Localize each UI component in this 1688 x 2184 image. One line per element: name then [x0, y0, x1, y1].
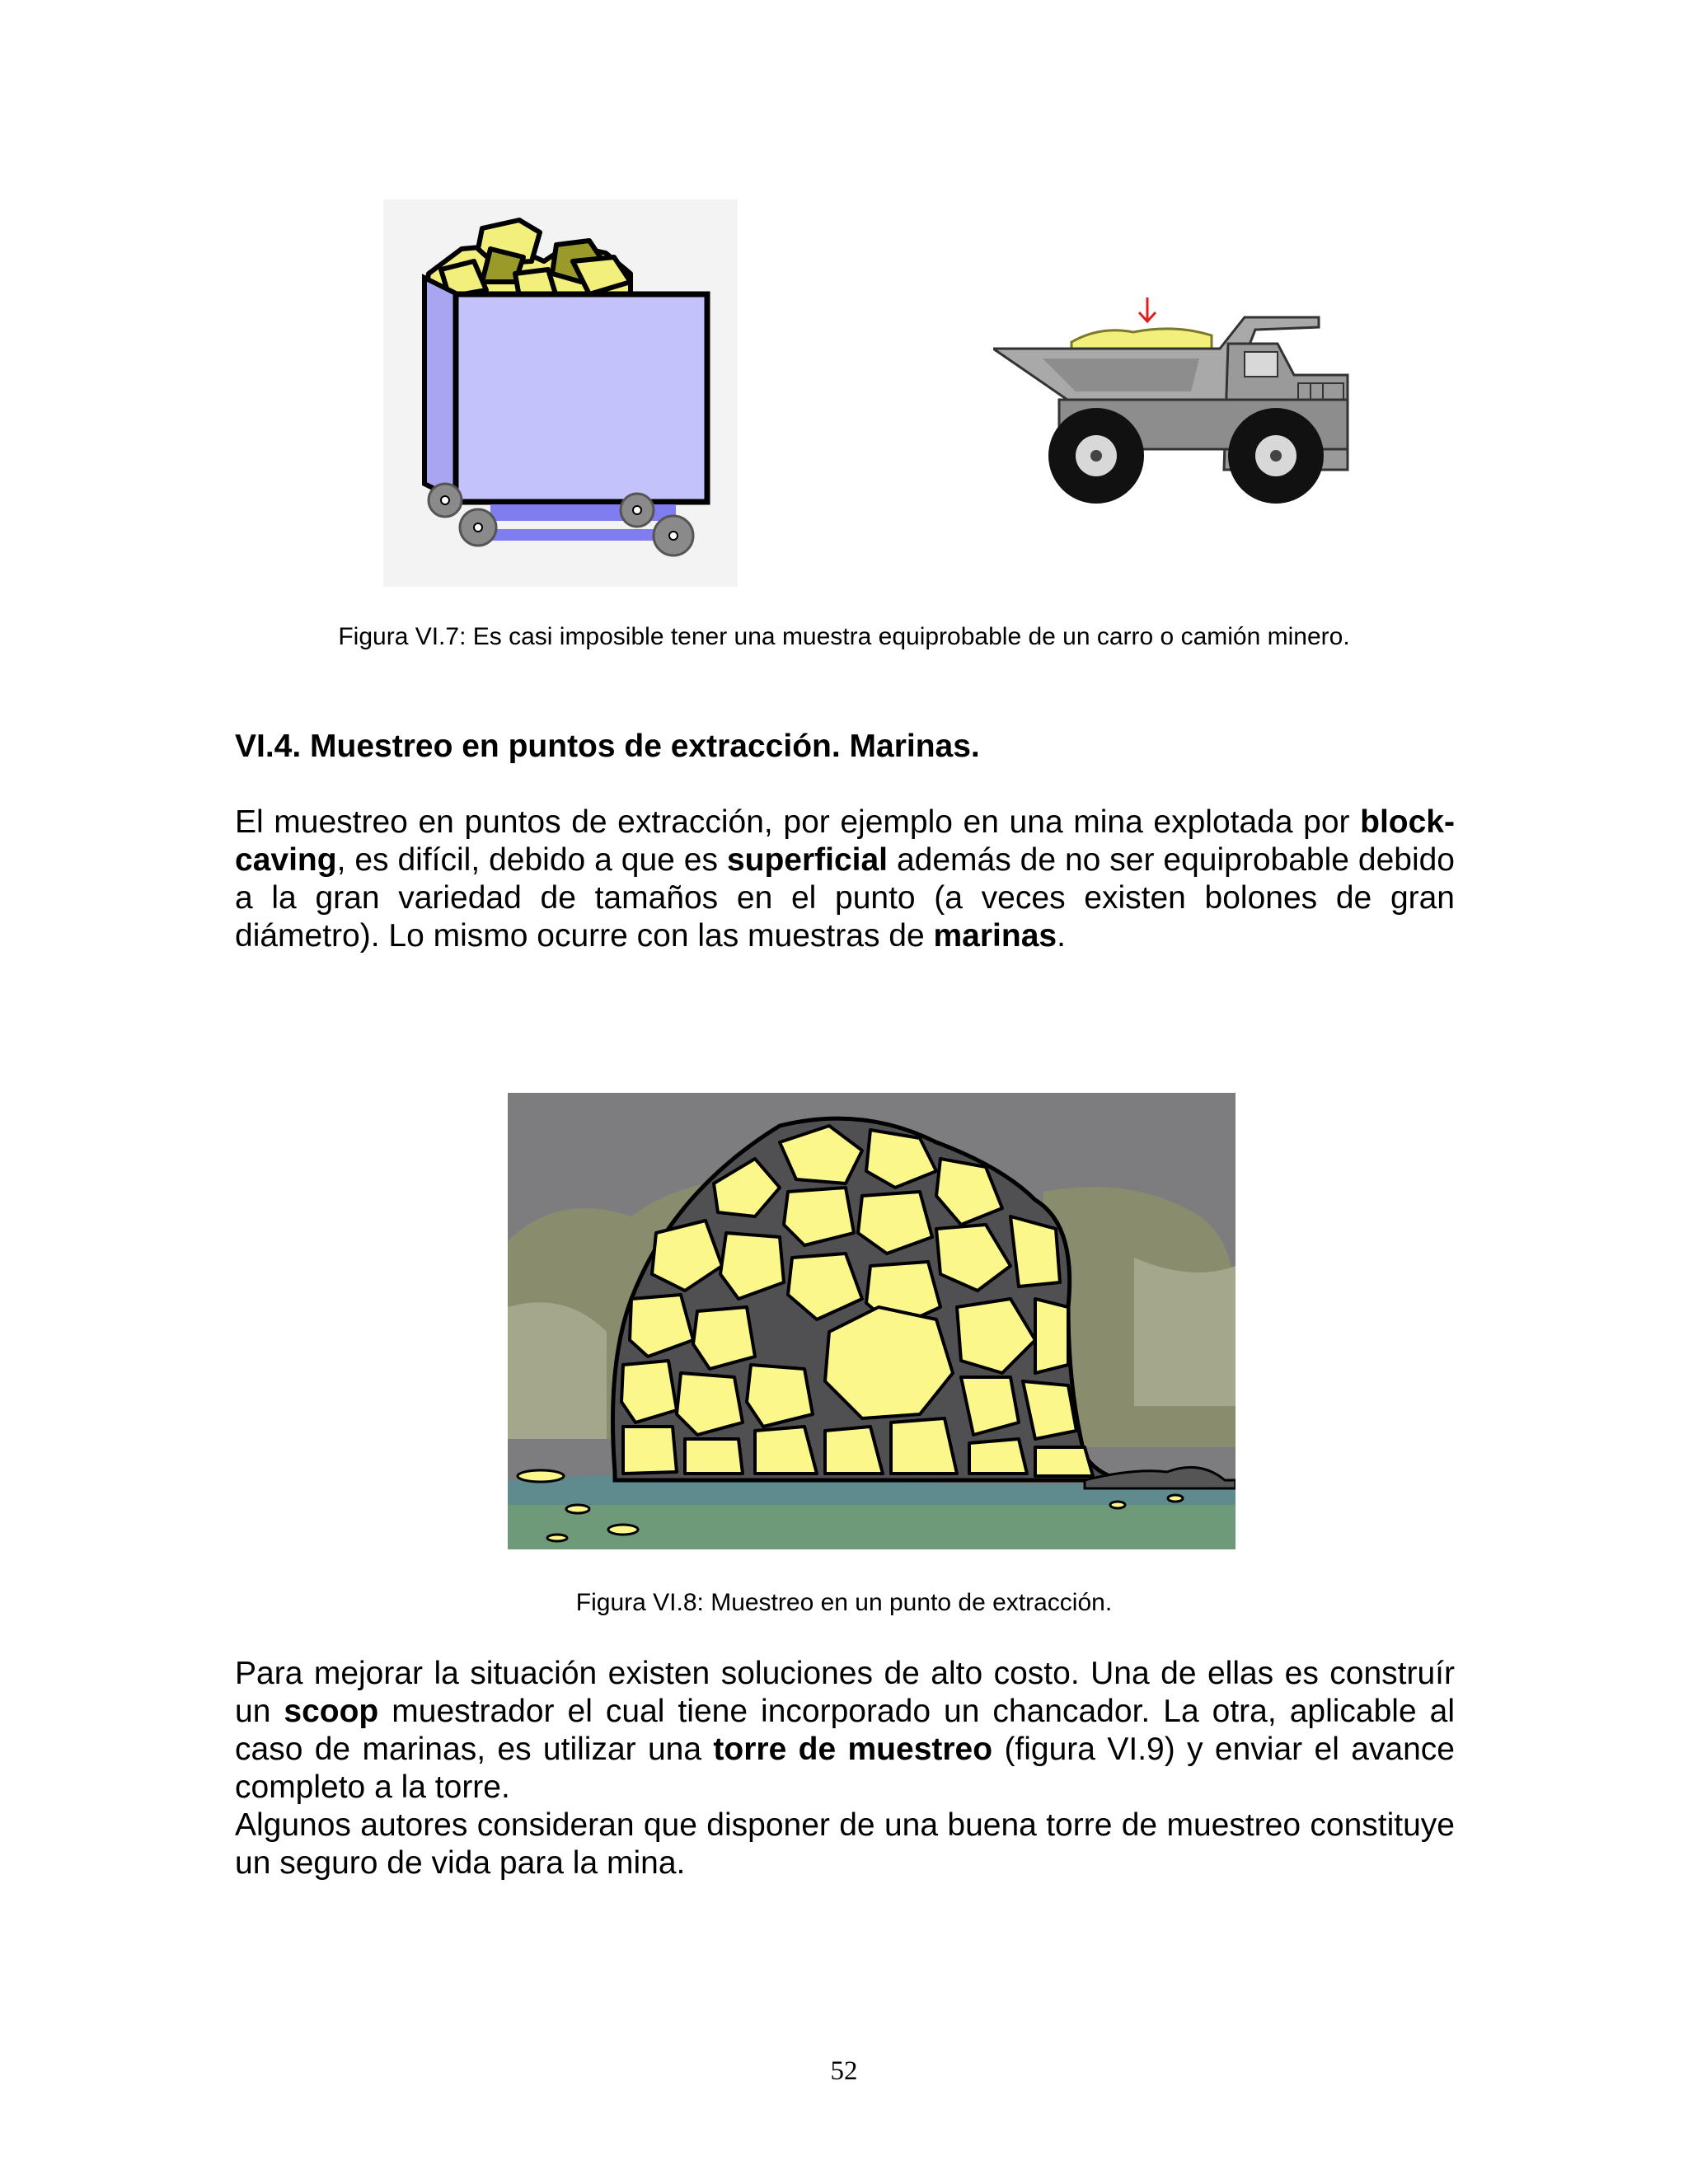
paragraph: Para mejorar la situación existen soluciones de alto costo. Una de ellas es construír un scoop muestrador el cual tiene incorporado un chancador. La otra, aplicable al caso de marinas, es utilizar una torre de muestreo (figura VI.9) y enviar el avance completo a la torre. — [235, 1656, 1456, 1805]
cart-side — [424, 278, 457, 500]
cart-body — [456, 294, 707, 502]
paragraph: Algunos autores consideran que disponer de una buena torre de muestreo constituye un seguro de vida para la mina. — [235, 1807, 1455, 1881]
figure-caption: Figura VI.8: Muestreo en un punto de extracción. — [575, 1589, 1113, 1616]
figure-caption: Figura VI.7: Es casi imposible tener una muestra equiprobable de un carro o camión minero. — [338, 623, 1350, 650]
section-heading: VI.4. Muestreo en puntos de extracción. Marinas. — [235, 729, 980, 764]
red-arrow-icon — [1139, 298, 1156, 321]
truck-ore — [1071, 329, 1212, 349]
draw-point-illustration — [508, 1093, 1236, 1549]
mine-cart-illustration — [383, 199, 738, 587]
paragraph: El muestreo en puntos de extracción, por ejemplo en una mina explotada por block-caving, es difícil, debido a que es superficial además de no ser equiprobable debido a la gran variedad de tamaños en el punto (a veces existen bolones de gran diámetro). Lo mismo ocurre con las muestras de marinas. — [235, 804, 1455, 954]
page-number: 52 — [830, 2056, 858, 2086]
bold-term: superficial — [726, 842, 889, 878]
bold-term: scoop — [284, 1694, 379, 1729]
bold-term: block-caving — [235, 804, 1455, 878]
bold-term: torre de muestreo — [713, 1732, 993, 1767]
haul-truck-illustration — [993, 293, 1364, 515]
bold-term: marinas — [933, 918, 1057, 954]
